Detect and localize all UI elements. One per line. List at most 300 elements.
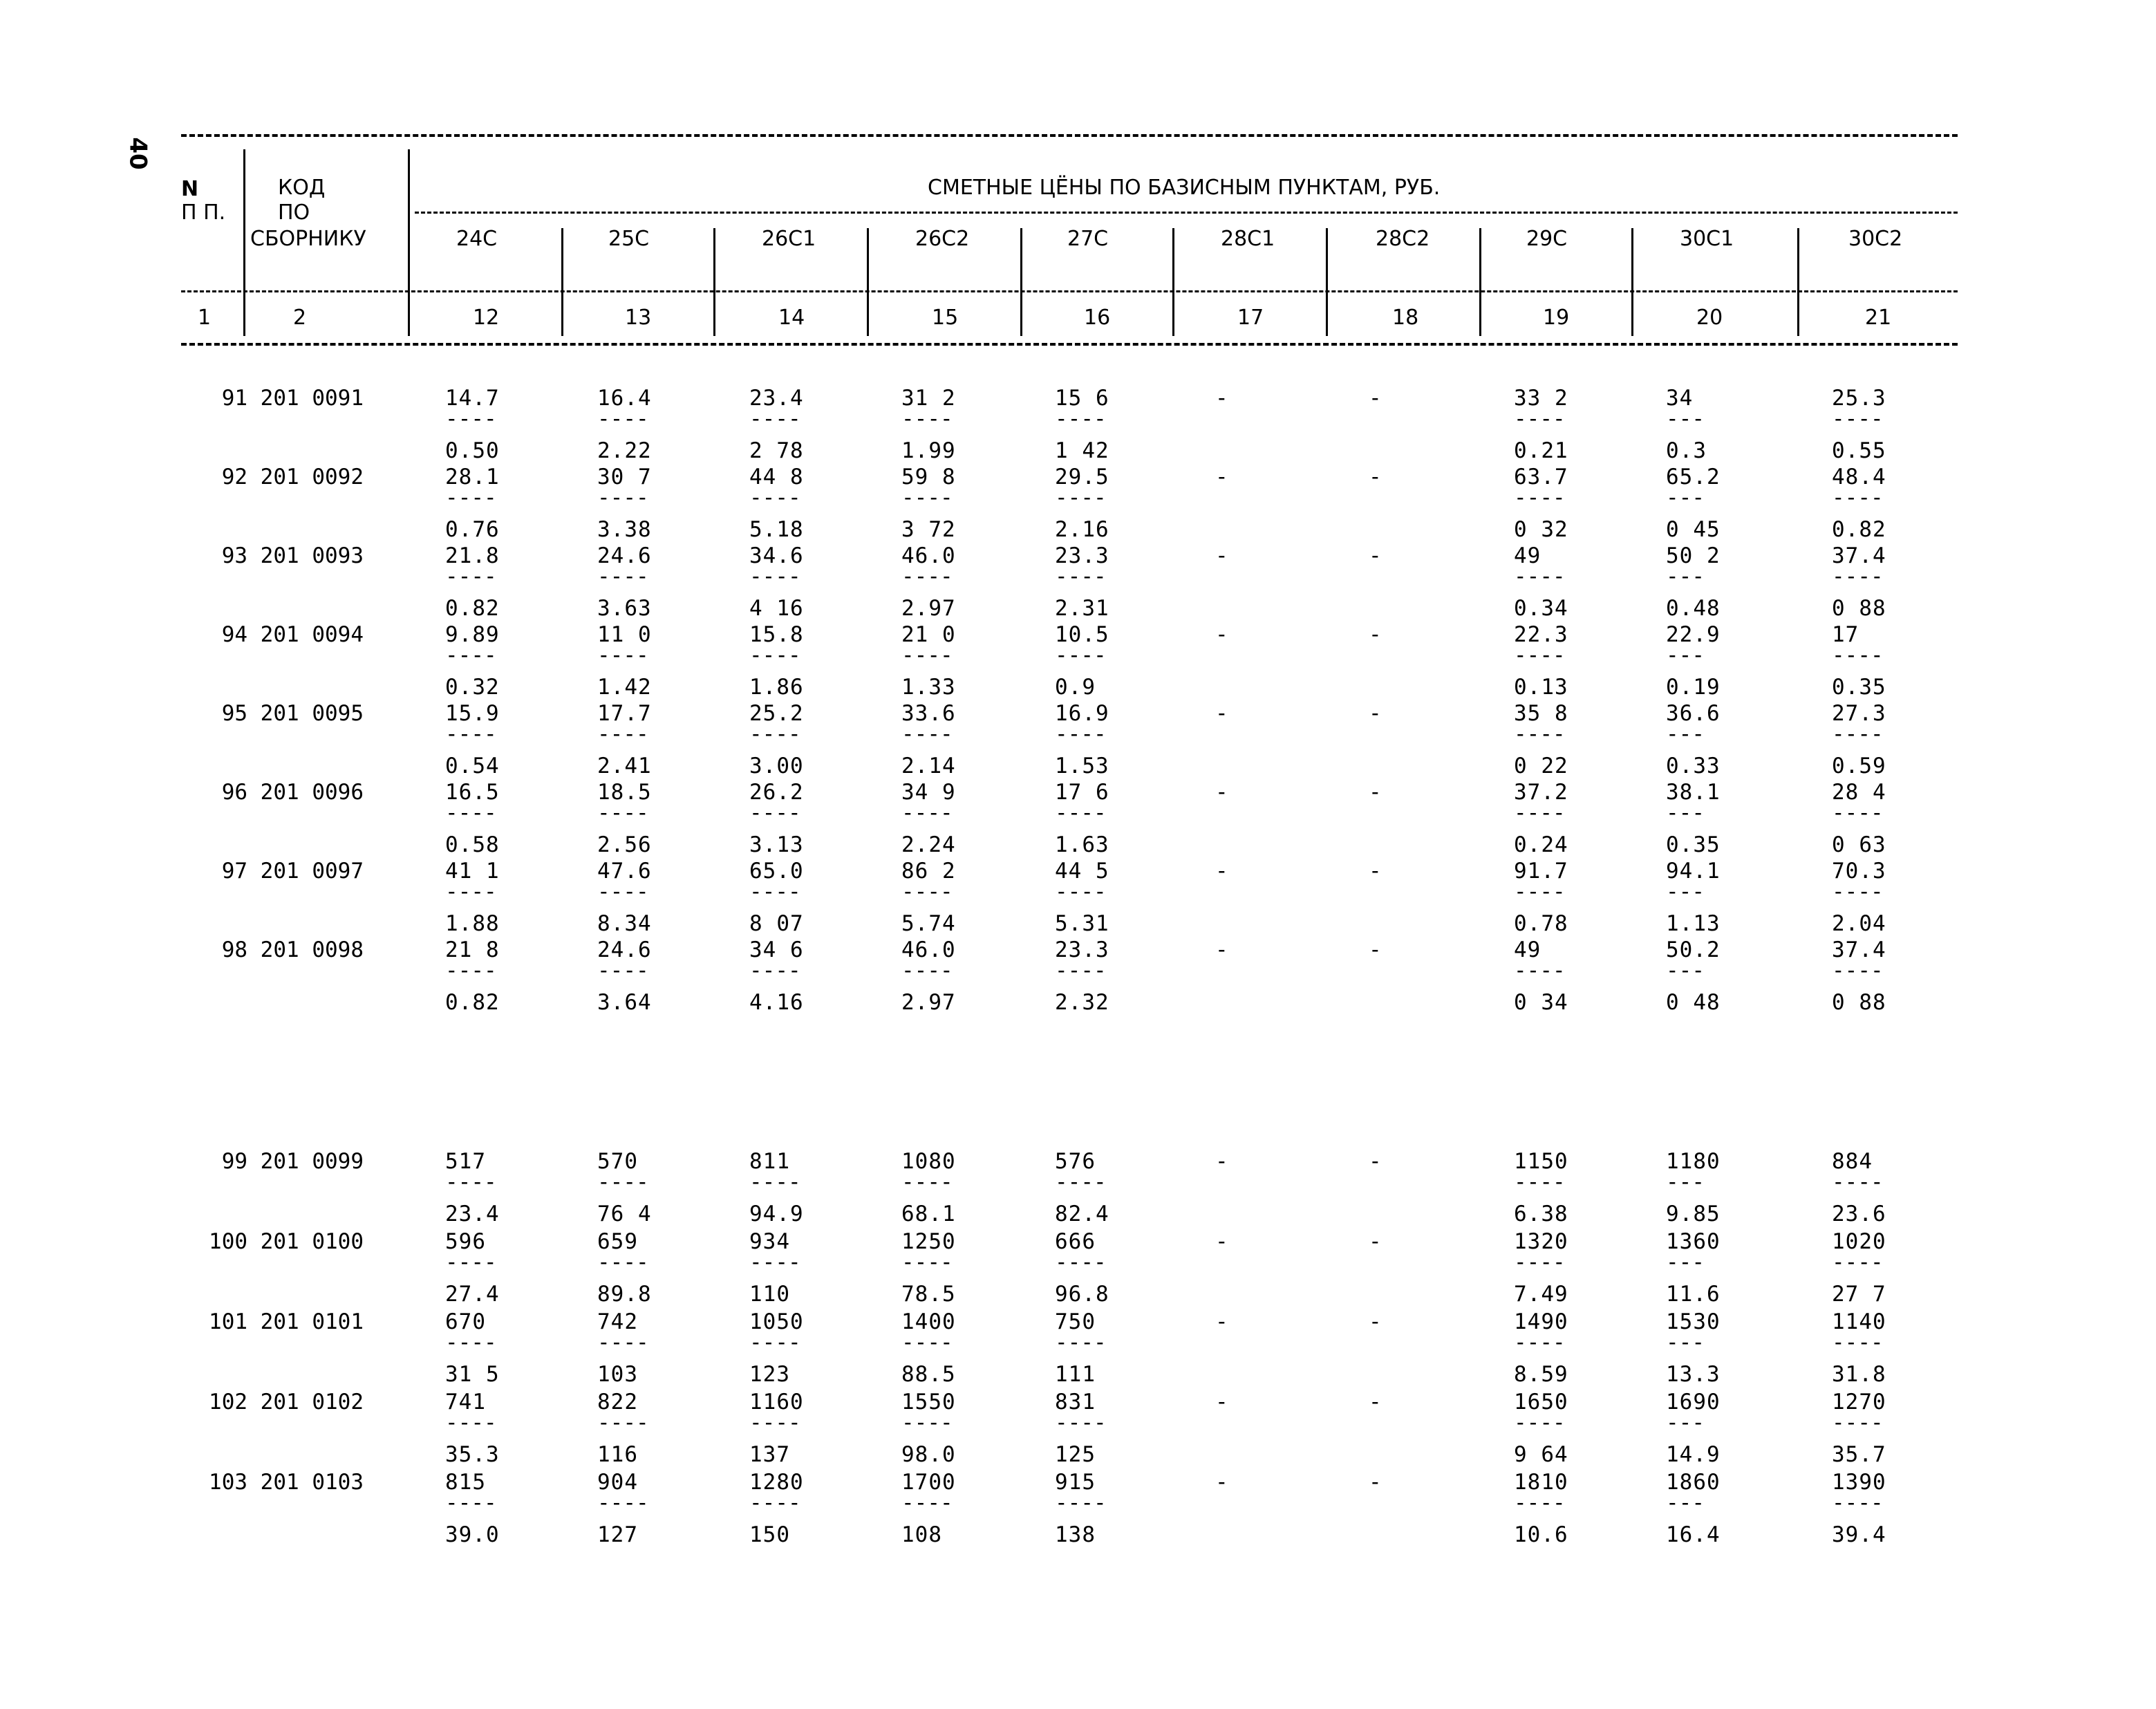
price-value: 934: [749, 1229, 790, 1254]
fraction-separator: ----: [901, 407, 953, 431]
price-subvalue: 8 07: [749, 911, 804, 936]
fraction-separator: ----: [1055, 407, 1107, 431]
fraction-separator: ----: [901, 643, 953, 668]
header-col-n-2: П П.: [181, 200, 226, 225]
price-value: 1160: [749, 1390, 804, 1414]
price-value: 915: [1055, 1470, 1096, 1495]
price-value: 1700: [901, 1470, 956, 1495]
price-value: 27.3: [1832, 701, 1886, 726]
row-code: 100 201 0100: [209, 1229, 364, 1254]
price-value: -: [1369, 1470, 1382, 1495]
fraction-separator: ----: [901, 801, 953, 825]
fraction-separator: ----: [1055, 1330, 1107, 1355]
price-value: -: [1215, 1470, 1229, 1495]
fraction-separator: ---: [1666, 1410, 1705, 1435]
price-subvalue: 0.32: [445, 675, 500, 700]
rule-sub: [181, 290, 1958, 292]
fraction-separator: ----: [597, 1250, 649, 1275]
price-value: 1360: [1666, 1229, 1721, 1254]
price-value: -: [1215, 1390, 1229, 1414]
price-subvalue: 110: [749, 1282, 790, 1307]
fraction-separator: ----: [1514, 801, 1566, 825]
fraction-separator: ----: [597, 564, 649, 589]
header-column-number: 16: [1084, 306, 1111, 330]
price-value: 28.1: [445, 465, 500, 489]
price-value: 65.2: [1666, 465, 1721, 489]
fraction-separator: ----: [1055, 643, 1107, 668]
fraction-separator: ----: [597, 1491, 649, 1515]
price-value: 1020: [1832, 1229, 1886, 1254]
price-subvalue: 108: [901, 1522, 942, 1547]
price-value: 741: [445, 1390, 486, 1414]
price-subvalue: 2.04: [1832, 911, 1886, 936]
price-subvalue: 23.6: [1832, 1202, 1886, 1226]
price-subvalue: 3.38: [597, 517, 652, 542]
price-value: 46.0: [901, 937, 956, 962]
price-subvalue: 0.21: [1514, 438, 1568, 463]
price-subvalue: 0.59: [1832, 754, 1886, 778]
header-column-number: 17: [1237, 306, 1264, 330]
price-subvalue: 0.54: [445, 754, 500, 778]
price-value: 38.1: [1666, 780, 1721, 805]
price-subvalue: 8.59: [1514, 1362, 1568, 1387]
fraction-separator: ----: [901, 564, 953, 589]
price-value: 1650: [1514, 1390, 1568, 1414]
price-subvalue: 3.64: [597, 990, 652, 1015]
price-value: 23.4: [749, 386, 804, 411]
price-value: -: [1215, 937, 1229, 962]
fraction-separator: ---: [1666, 958, 1705, 983]
price-subvalue: 39.4: [1832, 1522, 1886, 1547]
fraction-separator: ----: [1514, 1250, 1566, 1275]
fraction-separator: ----: [1055, 722, 1107, 747]
price-value: -: [1215, 859, 1229, 884]
fraction-separator: ----: [445, 958, 497, 983]
price-subvalue: 1.88: [445, 911, 500, 936]
price-value: 34: [1666, 386, 1694, 411]
rule-header-bottom: [181, 343, 1958, 346]
fraction-separator: ----: [597, 407, 649, 431]
price-value: 750: [1055, 1309, 1096, 1334]
price-subvalue: 0.82: [445, 990, 500, 1015]
price-subvalue: 0.3: [1666, 438, 1707, 463]
price-value: 1550: [901, 1390, 956, 1414]
price-value: 904: [597, 1470, 638, 1495]
fraction-separator: ----: [749, 407, 801, 431]
fraction-separator: ----: [1832, 801, 1884, 825]
fraction-separator: ----: [1514, 1410, 1566, 1435]
price-subvalue: 127: [597, 1522, 638, 1547]
header-column-number: 12: [473, 306, 500, 330]
fraction-separator: ----: [1832, 1491, 1884, 1515]
price-value: 59 8: [901, 465, 956, 489]
fraction-separator: ----: [445, 1250, 497, 1275]
header-col-code-1: КОД: [278, 176, 326, 200]
price-subvalue: 0 63: [1832, 832, 1886, 857]
price-subvalue: 23.4: [445, 1202, 500, 1226]
price-value: 831: [1055, 1390, 1096, 1414]
header-separator: [561, 228, 563, 336]
price-subvalue: 125: [1055, 1442, 1096, 1467]
price-value: 22.3: [1514, 622, 1568, 647]
fraction-separator: ----: [1832, 879, 1884, 904]
price-subvalue: 89.8: [597, 1282, 652, 1307]
header-column-number: 1: [198, 306, 212, 330]
header-column-number: 13: [625, 306, 652, 330]
fraction-separator: ----: [1514, 564, 1566, 589]
price-subvalue: 68.1: [901, 1202, 956, 1226]
price-subvalue: 116: [597, 1442, 638, 1467]
price-subvalue: 76 4: [597, 1202, 652, 1226]
header-zone-label: 24С: [456, 227, 498, 251]
fraction-separator: ----: [445, 564, 497, 589]
header-column-number: 2: [293, 306, 307, 330]
row-code: 99 201 0099: [221, 1149, 364, 1174]
fraction-separator: ----: [1055, 564, 1107, 589]
header-separator: [1631, 228, 1633, 336]
price-value: -: [1215, 1229, 1229, 1254]
price-value: 24.6: [597, 937, 652, 962]
price-subvalue: 96.8: [1055, 1282, 1109, 1307]
fraction-separator: ----: [445, 879, 497, 904]
price-subvalue: 0.55: [1832, 438, 1886, 463]
fraction-separator: ----: [1514, 1330, 1566, 1355]
price-value: -: [1369, 859, 1382, 884]
fraction-separator: ----: [597, 1410, 649, 1435]
fraction-separator: ---: [1666, 1491, 1705, 1515]
fraction-separator: ----: [445, 643, 497, 668]
price-value: -: [1369, 386, 1382, 411]
price-subvalue: 8.34: [597, 911, 652, 936]
price-value: 44 5: [1055, 859, 1109, 884]
header-col-code-3: СБОРНИКУ: [250, 227, 366, 251]
fraction-separator: ----: [1055, 958, 1107, 983]
fraction-separator: ---: [1666, 485, 1705, 510]
fraction-separator: ---: [1666, 1330, 1705, 1355]
fraction-separator: ----: [749, 1170, 801, 1195]
fraction-separator: ----: [749, 485, 801, 510]
price-subvalue: 13.3: [1666, 1362, 1721, 1387]
fraction-separator: ----: [597, 485, 649, 510]
fraction-separator: ----: [1832, 722, 1884, 747]
fraction-separator: ----: [1832, 1250, 1884, 1275]
fraction-separator: ----: [1055, 879, 1107, 904]
price-subvalue: 0.34: [1514, 596, 1568, 621]
price-value: 1530: [1666, 1309, 1721, 1334]
price-subvalue: 0.82: [1832, 517, 1886, 542]
price-subvalue: 35.3: [445, 1442, 500, 1467]
price-subvalue: 2.31: [1055, 596, 1109, 621]
price-value: 49: [1514, 543, 1541, 568]
price-subvalue: 2.41: [597, 754, 652, 778]
header-zone-label: 30С1: [1680, 227, 1734, 251]
fraction-separator: ----: [749, 879, 801, 904]
price-value: 65.0: [749, 859, 804, 884]
fraction-separator: ----: [1514, 958, 1566, 983]
price-value: 1180: [1666, 1149, 1721, 1174]
header-column-number: 15: [932, 306, 959, 330]
price-value: 17.7: [597, 701, 652, 726]
price-value: 742: [597, 1309, 638, 1334]
fraction-separator: ---: [1666, 1250, 1705, 1275]
price-subvalue: 0.13: [1514, 675, 1568, 700]
fraction-separator: ----: [1055, 1170, 1107, 1195]
fraction-separator: ----: [1514, 879, 1566, 904]
price-subvalue: 150: [749, 1522, 790, 1547]
price-subvalue: 5.18: [749, 517, 804, 542]
price-value: 822: [597, 1390, 638, 1414]
price-value: 18.5: [597, 780, 652, 805]
fraction-separator: ----: [445, 801, 497, 825]
price-subvalue: 0 22: [1514, 754, 1568, 778]
price-value: 1320: [1514, 1229, 1568, 1254]
price-subvalue: 5.31: [1055, 911, 1109, 936]
fraction-separator: ----: [1055, 801, 1107, 825]
price-subvalue: 0.35: [1666, 832, 1721, 857]
price-value: 517: [445, 1149, 486, 1174]
row-code: 93 201 0093: [221, 543, 364, 568]
price-subvalue: 2.16: [1055, 517, 1109, 542]
fraction-separator: ----: [749, 958, 801, 983]
fraction-separator: ----: [1514, 1491, 1566, 1515]
price-value: 815: [445, 1470, 486, 1495]
fraction-separator: ----: [749, 564, 801, 589]
price-value: 86 2: [901, 859, 956, 884]
header-separator: [408, 149, 410, 336]
fraction-separator: ----: [597, 643, 649, 668]
fraction-separator: ----: [1055, 1410, 1107, 1435]
fraction-separator: ----: [1832, 485, 1884, 510]
row-code: 102 201 0102: [209, 1390, 364, 1414]
price-subvalue: 6.38: [1514, 1202, 1568, 1226]
price-subvalue: 1.53: [1055, 754, 1109, 778]
price-subvalue: 78.5: [901, 1282, 956, 1307]
price-subvalue: 2.97: [901, 596, 956, 621]
price-value: -: [1369, 701, 1382, 726]
fraction-separator: ----: [749, 801, 801, 825]
price-subvalue: 0 88: [1832, 990, 1886, 1015]
price-value: -: [1215, 1149, 1229, 1174]
fraction-separator: ----: [445, 722, 497, 747]
price-subvalue: 3.00: [749, 754, 804, 778]
fraction-separator: ----: [445, 1330, 497, 1355]
price-value: 659: [597, 1229, 638, 1254]
price-value: 16.4: [597, 386, 652, 411]
price-value: 884: [1832, 1149, 1873, 1174]
price-subvalue: 9.85: [1666, 1202, 1721, 1226]
price-value: 11 0: [597, 622, 652, 647]
price-subvalue: 16.4: [1666, 1522, 1721, 1547]
price-value: -: [1215, 780, 1229, 805]
row-code: 95 201 0095: [221, 701, 364, 726]
price-value: 37.4: [1832, 937, 1886, 962]
header-column-number: 20: [1696, 306, 1723, 330]
header-separator: [713, 228, 715, 336]
price-value: 1490: [1514, 1309, 1568, 1334]
header-zone-label: 29С: [1526, 227, 1568, 251]
price-subvalue: 27 7: [1832, 1282, 1886, 1307]
fraction-separator: ----: [749, 1330, 801, 1355]
header-zone-label: 30С2: [1848, 227, 1903, 251]
fraction-separator: ----: [445, 407, 497, 431]
price-value: 1250: [901, 1229, 956, 1254]
price-value: 1080: [901, 1149, 956, 1174]
price-value: 29.5: [1055, 465, 1109, 489]
price-subvalue: 11.6: [1666, 1282, 1721, 1307]
header-col-n-1: N: [181, 177, 199, 201]
price-value: 23.3: [1055, 937, 1109, 962]
price-value: -: [1369, 1390, 1382, 1414]
price-value: 37.4: [1832, 543, 1886, 568]
price-subvalue: 0 45: [1666, 517, 1721, 542]
header-separator: [1797, 228, 1799, 336]
price-subvalue: 9 64: [1514, 1442, 1568, 1467]
fraction-separator: ----: [1514, 407, 1566, 431]
header-zone-label: 28С2: [1376, 227, 1430, 251]
fraction-separator: ----: [445, 1491, 497, 1515]
price-value: 33.6: [901, 701, 956, 726]
price-value: 34.6: [749, 543, 804, 568]
price-subvalue: 82.4: [1055, 1202, 1109, 1226]
fraction-separator: ----: [1832, 1410, 1884, 1435]
price-subvalue: 2 78: [749, 438, 804, 463]
price-subvalue: 0.50: [445, 438, 500, 463]
fraction-separator: ----: [901, 1250, 953, 1275]
price-value: 1280: [749, 1470, 804, 1495]
page-number: 40: [124, 137, 152, 170]
rule-group: [415, 212, 1958, 214]
header-separator: [243, 149, 245, 336]
fraction-separator: ---: [1666, 643, 1705, 668]
price-value: 596: [445, 1229, 486, 1254]
price-value: 50.2: [1666, 937, 1721, 962]
price-value: 1050: [749, 1309, 804, 1334]
fraction-separator: ----: [445, 1410, 497, 1435]
price-subvalue: 3.13: [749, 832, 804, 857]
price-value: 811: [749, 1149, 790, 1174]
price-value: 22.9: [1666, 622, 1721, 647]
header-separator: [867, 228, 869, 336]
price-subvalue: 10.6: [1514, 1522, 1568, 1547]
price-subvalue: 1.13: [1666, 911, 1721, 936]
price-value: 70.3: [1832, 859, 1886, 884]
price-subvalue: 7.49: [1514, 1282, 1568, 1307]
price-value: 41 1: [445, 859, 500, 884]
price-value: 91.7: [1514, 859, 1568, 884]
price-value: 28 4: [1832, 780, 1886, 805]
price-value: 17: [1832, 622, 1859, 647]
price-value: -: [1369, 1149, 1382, 1174]
fraction-separator: ----: [1514, 722, 1566, 747]
price-subvalue: 98.0: [901, 1442, 956, 1467]
fraction-separator: ----: [901, 879, 953, 904]
price-value: 24.6: [597, 543, 652, 568]
price-subvalue: 103: [597, 1362, 638, 1387]
row-code: 94 201 0094: [221, 622, 364, 647]
price-subvalue: 27.4: [445, 1282, 500, 1307]
price-subvalue: 1 42: [1055, 438, 1109, 463]
fraction-separator: ---: [1666, 564, 1705, 589]
fraction-separator: ----: [1514, 1170, 1566, 1195]
price-value: 670: [445, 1309, 486, 1334]
price-subvalue: 0.58: [445, 832, 500, 857]
price-subvalue: 111: [1055, 1362, 1096, 1387]
price-value: -: [1215, 543, 1229, 568]
fraction-separator: ----: [597, 1170, 649, 1195]
rule-top: [181, 134, 1958, 137]
header-separator: [1479, 228, 1481, 336]
price-subvalue: 4.16: [749, 990, 804, 1015]
fraction-separator: ----: [1832, 407, 1884, 431]
price-subvalue: 1.86: [749, 675, 804, 700]
price-value: 48.4: [1832, 465, 1886, 489]
price-value: 15.9: [445, 701, 500, 726]
price-subvalue: 5.74: [901, 911, 956, 936]
price-value: 9.89: [445, 622, 500, 647]
price-value: -: [1369, 543, 1382, 568]
price-value: 30 7: [597, 465, 652, 489]
fraction-separator: ----: [445, 1170, 497, 1195]
header-zone-label: 25С: [608, 227, 650, 251]
header-column-number: 19: [1543, 306, 1570, 330]
price-value: 576: [1055, 1149, 1096, 1174]
header-zone-label: 26С1: [762, 227, 816, 251]
fraction-separator: ----: [1832, 564, 1884, 589]
header-separator: [1326, 228, 1328, 336]
price-value: 25.3: [1832, 386, 1886, 411]
price-value: 1810: [1514, 1470, 1568, 1495]
price-subvalue: 4 16: [749, 596, 804, 621]
fraction-separator: ----: [597, 801, 649, 825]
price-subvalue: 2.32: [1055, 990, 1109, 1015]
price-value: 94.1: [1666, 859, 1721, 884]
fraction-separator: ----: [1514, 643, 1566, 668]
header-separator: [1172, 228, 1174, 336]
fraction-separator: ----: [901, 1410, 953, 1435]
price-value: -: [1215, 1309, 1229, 1334]
price-value: -: [1215, 386, 1229, 411]
price-subvalue: 0.78: [1514, 911, 1568, 936]
header-zone-label: 28С1: [1221, 227, 1275, 251]
row-code: 101 201 0101: [209, 1309, 364, 1334]
price-subvalue: 0.19: [1666, 675, 1721, 700]
fraction-separator: ----: [597, 1330, 649, 1355]
header-col-code-2: ПО: [278, 200, 310, 225]
header-zone-label: 26С2: [915, 227, 970, 251]
fraction-separator: ----: [1514, 485, 1566, 510]
price-value: 31 2: [901, 386, 956, 411]
price-value: -: [1215, 701, 1229, 726]
fraction-separator: ----: [901, 722, 953, 747]
fraction-separator: ----: [749, 643, 801, 668]
price-subvalue: 31 5: [445, 1362, 500, 1387]
price-value: 1400: [901, 1309, 956, 1334]
price-subvalue: 0.33: [1666, 754, 1721, 778]
fraction-separator: ----: [1055, 485, 1107, 510]
price-subvalue: 0.9: [1055, 675, 1096, 700]
price-subvalue: 2.24: [901, 832, 956, 857]
price-value: 21 0: [901, 622, 956, 647]
fraction-separator: ---: [1666, 801, 1705, 825]
price-value: 1860: [1666, 1470, 1721, 1495]
price-value: 35 8: [1514, 701, 1568, 726]
fraction-separator: ----: [901, 1330, 953, 1355]
price-value: -: [1369, 622, 1382, 647]
fraction-separator: ----: [1055, 1250, 1107, 1275]
price-subvalue: 0.24: [1514, 832, 1568, 857]
price-subvalue: 0.48: [1666, 596, 1721, 621]
fraction-separator: ----: [597, 958, 649, 983]
